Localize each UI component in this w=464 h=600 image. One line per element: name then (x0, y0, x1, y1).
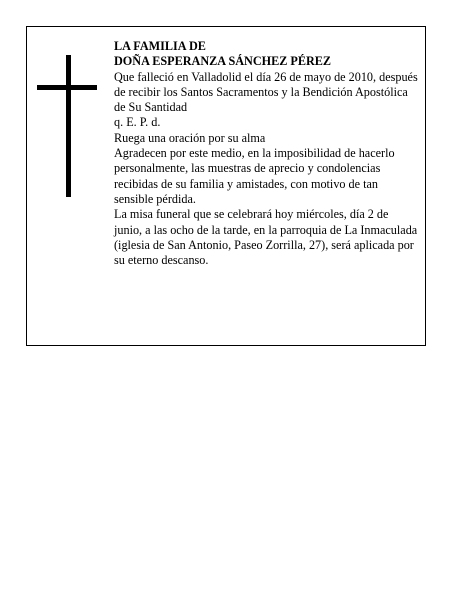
paragraph-funeral-mass: La misa funeral que se celebrará hoy miércoles, día 2 de junio, a las ocho de la tarde, en la parroquia de La Inmaculada (iglesia de San Antonio, Paseo Zorrilla, 27), será aplicada por su eterno descanso. (114, 207, 418, 268)
obituary-notice (26, 26, 426, 346)
cross-horizontal-bar (37, 85, 97, 90)
cross-vertical-bar (66, 55, 71, 197)
prayer-request: Ruega una oración por su alma (114, 130, 266, 145)
paragraph-death: Que falleció en Valladolid el día 26 de mayo de 2010, después de recibir los Santos Sacramentos y la Bendición Apostólica de Su Santidad (114, 69, 418, 115)
heading-deceased-name: DOÑA ESPERANZA SÁNCHEZ PÉREZ (114, 54, 332, 69)
qepd-line: q. E. P. d. (114, 115, 161, 130)
notice-text (114, 39, 419, 268)
paragraph-thanks: Agradecen por este medio, en la imposibilidad de hacerlo personalmente, las muestras de aprecio y condolencias recibidas de su familia y amistades, con motivo de tan sensible pérdida. (114, 146, 395, 206)
heading-family: LA FAMILIA DE (114, 39, 206, 53)
